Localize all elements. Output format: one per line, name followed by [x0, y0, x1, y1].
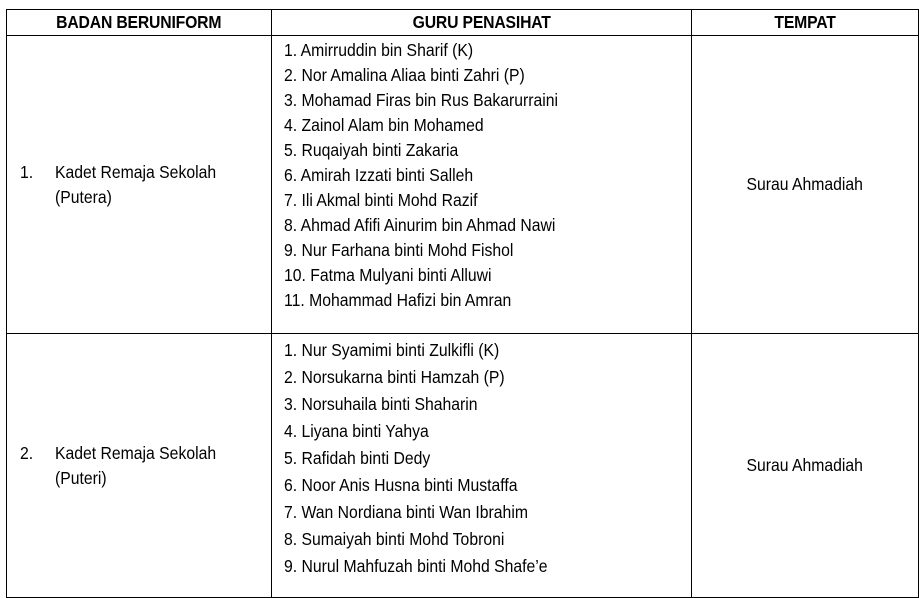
list-item: 7. Wan Nordiana binti Wan Ibrahim	[284, 502, 528, 522]
list-item: 6. Noor Anis Husna binti Mustaffa	[284, 475, 518, 495]
list-item: 5. Ruqaiyah binti Zakaria	[284, 140, 459, 160]
list-item: 8. Ahmad Afifi Ainurim bin Ahmad Nawi	[284, 215, 556, 235]
unit-block	[7, 160, 271, 210]
list-item: 3. Mohamad Firas bin Rus Bakarurraini	[284, 90, 558, 110]
place-value: Surau Ahmadiah	[746, 455, 864, 475]
advisor-list	[272, 38, 691, 313]
list-item: 2. Norsukarna binti Hamzah (P)	[284, 367, 505, 387]
unit-cell	[7, 334, 272, 598]
list-item: 4. Zainol Alam bin Mohamed	[284, 115, 484, 135]
unit-block	[7, 441, 271, 491]
row-number: 1.	[20, 161, 34, 182]
header-badan-beruniform	[7, 10, 272, 36]
header-label: BADAN BERUNIFORM	[56, 12, 222, 32]
advisors-cell	[272, 334, 692, 598]
list-item: 9. Nurul Mahfuzah binti Mohd Shafe’e	[284, 556, 548, 576]
unit-name-line2: (Puteri)	[55, 467, 107, 488]
header-label: GURU PENASIHAT	[412, 12, 551, 32]
list-item: 5. Rafidah binti Dedy	[284, 448, 431, 468]
list-item: 10. Fatma Mulyani binti Alluwi	[284, 265, 492, 285]
list-item: 7. Ili Akmal binti Mohd Razif	[284, 190, 478, 210]
row-number: 2.	[20, 442, 34, 463]
header-guru-penasihat	[272, 10, 692, 36]
list-item: 2. Nor Amalina Aliaa binti Zahri (P)	[284, 65, 525, 85]
place-value: Surau Ahmadiah	[746, 174, 864, 194]
unit-name-line1: Kadet Remaja Sekolah	[55, 161, 217, 182]
list-item: 1. Amirruddin bin Sharif (K)	[284, 40, 474, 60]
list-item: 9. Nur Farhana binti Mohd Fishol	[284, 240, 514, 260]
list-item: 11. Mohammad Hafizi bin Amran	[284, 290, 512, 310]
list-item: 8. Sumaiyah binti Mohd Tobroni	[284, 529, 505, 549]
advisor-list	[272, 337, 691, 580]
header-tempat	[692, 10, 919, 36]
unit-name-line1: Kadet Remaja Sekolah	[55, 442, 217, 463]
unit-name-line2: (Putera)	[55, 186, 112, 207]
advisors-cell	[272, 36, 692, 334]
unit-cell	[7, 36, 272, 334]
place-cell	[692, 334, 919, 598]
list-item: 3. Norsuhaila binti Shaharin	[284, 394, 478, 414]
table-row	[7, 36, 919, 334]
place-cell	[692, 36, 919, 334]
header-row	[7, 10, 919, 36]
list-item: 6. Amirah Izzati binti Salleh	[284, 165, 474, 185]
list-item: 1. Nur Syamimi binti Zulkifli (K)	[284, 340, 500, 360]
header-label: TEMPAT	[774, 12, 836, 32]
table-row	[7, 334, 919, 598]
uniform-bodies-table	[6, 9, 919, 598]
list-item: 4. Liyana binti Yahya	[284, 421, 429, 441]
